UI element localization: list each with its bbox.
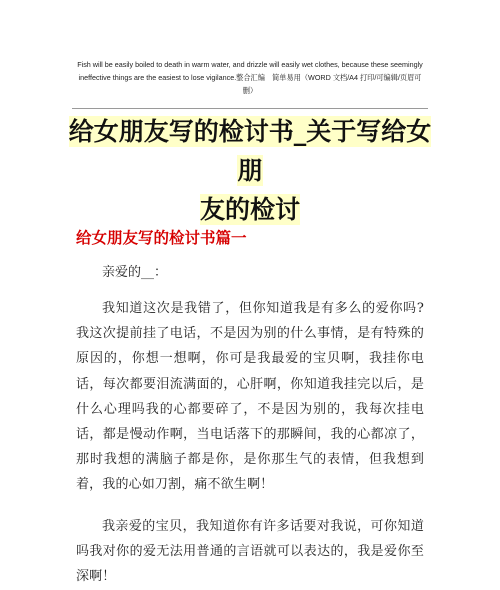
document-title (64, 112, 436, 229)
header-divider (72, 108, 428, 109)
letter-greeting: 亲爱的__： (102, 265, 168, 280)
page-header (72, 58, 428, 97)
paragraph-2: 我亲爱的宝贝，我知道你有许多话要对我说，可你知道吗我对你的爱无法用普通的言语就可以表达的，我是爱你至深啊！ (76, 519, 424, 585)
header-line-2: ineffective things are the easiest to lose vigilance.整合汇编 简单易用（WORD 文档/A4 打印/可编辑/页眉可 (78, 73, 422, 82)
header-line-3: 删） (242, 86, 258, 95)
paragraph-1: 我知道这次是我错了，但你知道我是有多么的爱你吗?我这次提前挂了电话，不是因为别的什么事情，是有特殊的原因的，你想一想啊，你可是我最爱的宝贝啊，我挂你电话，每次都要泪流满面的，心肝啊，你知道我挂完以后，是什么心理吗我的心都要碎了，不是因为别的，我每次挂电话，都是慢动作啊，当电话落下的那瞬间，我的心都凉了，那时我想的满脑子都是你，是你那生气的表情，但我想到着，我的心如刀割，痛不欲生啊！ (76, 301, 424, 493)
section-heading: 给女朋友写的检讨书篇一 (76, 229, 247, 247)
title-line-2: 友的检讨 (199, 195, 300, 224)
title-line-1: 给女朋友写的检讨书_关于写给女朋 (68, 117, 432, 185)
header-line-1: Fish will be easily boiled to death in warm water, and drizzle will easily wet clothes, because these seemingly (77, 60, 423, 69)
